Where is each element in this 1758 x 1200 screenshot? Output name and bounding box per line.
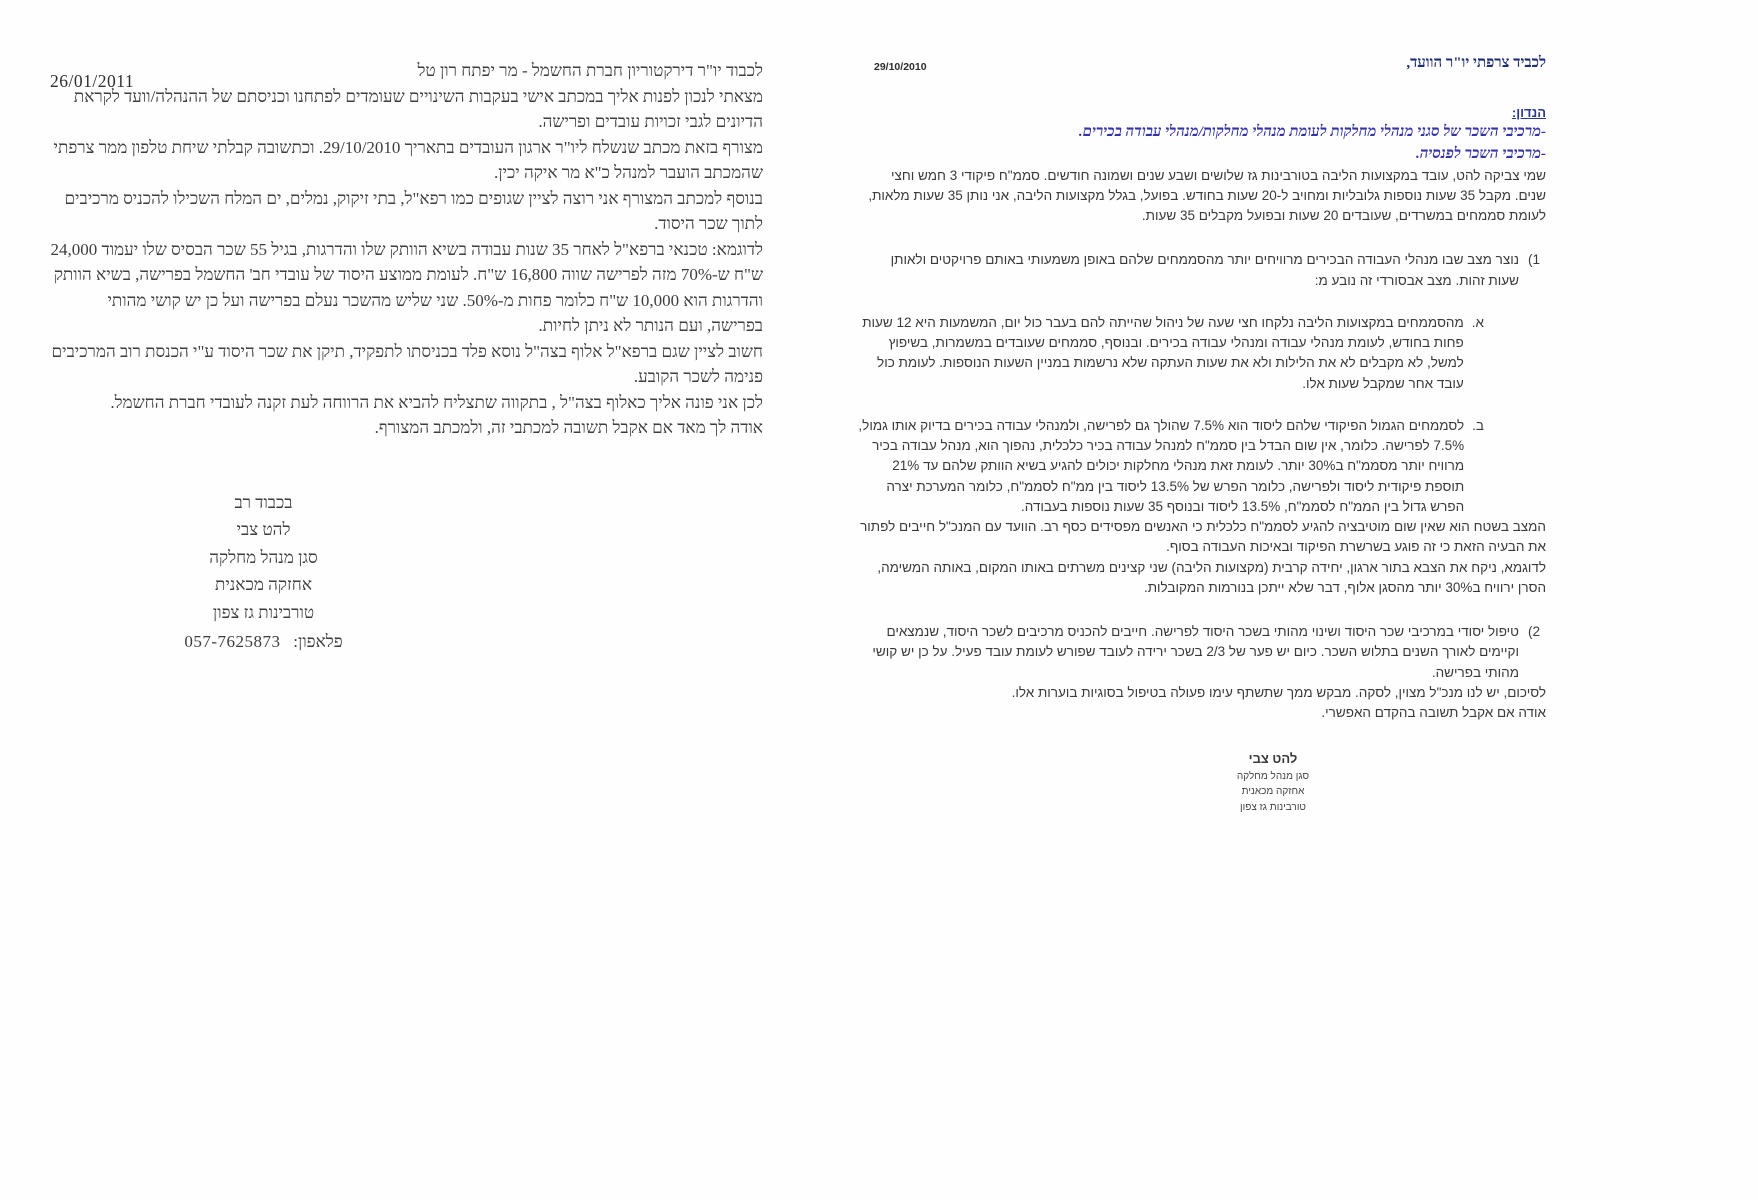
list-item-text: מהסממחים במקצועות הליבה נלקחו חצי שעה של ניהול שהייתה להם בעבר כול יום, המשמעות היא 12 שעות פחות בחודש, לעומת מנהלי עבודה ומנהלי עבודה בכירים. ובנוסף, סממחים שעובדים במשמרות, בשיפוץ למשל, לא מקבלים לא את הלילות ולא את שעות העתקה שלא נרשמות במניין השעות הנוספות. לעומת כול עובד אחר שמקבל שעות אלו. — [862, 314, 1464, 391]
right-letter-date: 29/10/2010 — [874, 61, 927, 73]
right-letter-page — [858, 52, 1546, 815]
left-signature-block — [156, 489, 371, 656]
list-item-text: נוצר מצב שבו מנהלי העבודה הבכירים מרוויחים יותר מהסממחים שלהם באופן משמעותי באותם פרויקטים ולאותן שעות זהות. מצב אבסורדי זה נובע מ: — [890, 252, 1519, 288]
body-paragraph: מצאתי לנכון לפנות אליך במכתב אישי בעקבות השינויים שעומדים לפתחנו וכניסתם של ההנהלה/וועד לקראת הדיונים לגבי זכויות עובדים ופרישה. — [73, 86, 763, 131]
body-paragraph: שמי צביקה להט, עובד במקצועות הליבה בטורבינות גז שלושים ושבע שנים ושמונה חודשים. סממ"ח פיקודי 3 חמש וחצי שנים. מקבל 35 שעות נוספות גלובליות ומחויב ל-20 שעות בחודש. בפועל, בגלל מקצועות הליבה, אני נותן 35 שעות מלאות, לעומת סממחים במשרדים, שעובדים 20 שעות ובפועל מקבלים 35 שעות. — [868, 167, 1546, 223]
list-item-marker: (1 — [1527, 252, 1540, 268]
body-paragraph: לכן אני פונה אליך כאלוף בצה"ל , בתקווה שתצליח להביא את הרווחה לעת זקנה לעובדי חברת החשמל. — [110, 392, 763, 412]
signature-unit: טורבינות גז צפון — [1240, 801, 1306, 813]
body-paragraph: מצורף בזאת מכתב שנשלח ליו"ר ארגון העובדים בתאריך 29/10/2010. וכתשובה קבלתי שיחת טלפון ממר צרפתי שהמכתב הועבר למנהל כ"א מר איקה יכין. — [53, 137, 763, 182]
body-paragraph: חשוב לציין שגם ברפא"ל אלוף בצה"ל נוסא פלד בכניסתו לתפקיד, תיקן את שכר היסוד ע"י הכנסת רוב המרכיבים פנימה לשכר הקובע. — [51, 341, 763, 386]
signature-department: אחזקה מכאנית — [214, 575, 313, 595]
phone-label: פלאפון: — [293, 632, 343, 652]
body-paragraph: לדוגמא: טכנאי ברפא"ל לאחר 35 שנות עבודה בשיא הוותק שלו והדרגות, בגיל 55 שכר הבסיס שלו יעמוד 24,000 ש"ח ש-70% מזה לפרישה שווה 16,800 ש"ח. לעומת ממוצע היסוד של עובדי חב' החשמל בפרישה, בשיא הוותק והדרגות הוא 10,000 ש"ח כלומר פחות מ-50%. שני שליש מהשכר נעלם בפרישה ועל כן יש קושי מהותי בפרישה, ועם הנותר לא ניתן לחיות. — [50, 239, 763, 335]
left-letter-page — [48, 58, 763, 656]
subject-line: -מרכיבי השכר לפנסיה. — [1415, 145, 1546, 162]
numbered-item-1 — [858, 250, 1540, 291]
list-item-text: לסממחים הגמול הפיקודי שלהם ליסוד הוא 7.5% שהולך גם לפרישה, ולמנהלי עבודה בכירים בדיוק אותו גמול, 7.5% לפרישה. כלומר, אין שום הבדל בין סממ"ח למנהל עבודה בכיר כלכלית, נהפוך הוא, מנהל עבודה בכיר מרוויח יותר מסממ"ח ב30% יותר. לעומת זאת מנהלי מחלקות יכולים להגיע בשיא הוותק שלהם עד 21% תוספת פיקודית ליסוד ולפרישה, כלומר הפרש של 13.5% ליסוד בין ממ"ח לסממ"ח, כלומר המערכת יצרה הפרש גדול בין הממ"ח לסממ"ח, 13.5% ליסוד ובנוסף 35 שעות נוספות בעבודה. — [858, 417, 1465, 514]
right-signature-block — [1188, 749, 1358, 815]
body-paragraph: אודה אם אקבל תשובה בהקדם האפשרי. — [1321, 705, 1546, 720]
numbered-item-2 — [858, 622, 1540, 683]
body-paragraph: אודה לך מאד אם אקבל תשובה למכתבי זה, ולמכתב המצורף. — [374, 418, 763, 437]
signature-title: סגן מנהל מחלקה — [209, 547, 318, 567]
left-letter-date: 26/01/2011 — [50, 71, 135, 91]
signature-unit: טורבינות גז צפון — [212, 602, 315, 622]
signature-title: סגן מנהל מחלקה — [1236, 770, 1310, 782]
left-recipient-line: לכבוד יו"ר דירקטוריון חברת החשמל - מר יפתח רון טל — [417, 61, 763, 80]
phone-line — [156, 628, 371, 656]
signature-name: להט צבי — [1248, 751, 1298, 767]
body-paragraph: המצב בשטח הוא שאין שום מוטיבציה להגיע לסממ"ח כלכלית כי האנשים מפסידים כסף רב. הוועד עם המנכ"ל חייבים לפתור את הבעיה הזאת כי זה פוגע בשרשרת הפיקוד ובאיכות העבודה בסוף. — [860, 519, 1546, 555]
signature-closing: בכבוד רב — [234, 492, 293, 512]
signature-department: אחזקה מכאנית — [1241, 786, 1305, 798]
sub-item-b — [858, 416, 1484, 517]
list-item-marker: א. — [1471, 314, 1484, 330]
right-recipient-line: לכביד צרפתי יו"ר הוועד, — [1406, 55, 1546, 71]
subject-block — [858, 103, 1546, 166]
body-paragraph: בנוסף למכתב המצורף אני רוצה לציין שגופים כמו רפא"ל, בתי זיקוק, נמלים, ים המלח השכילו להכניס מרכיבים לתוך שכר היסוד. — [64, 188, 763, 233]
list-item-text: טיפול יסודי במרכיבי שכר היסוד ושינוי מהותי בשכר היסוד לפרישה. חייבים להכניס מרכיבים לשכר היסוד, שנמצאים וקיימים לאורך השנים בתלוש השכר. כיום יש פער של 2/3 בשכר ירידה לעובד שפורש לעומת עובד פעיל. על כן יש קושי מהותי בפרישה. — [872, 624, 1519, 680]
body-paragraph: לסיכום, יש לנו מנכ"ל מצוין, לסקה. מבקש ממך שתשתף עימו פעולה בטיפול בסוגיות בוערות אלו. — [1011, 684, 1546, 700]
phone-number: 057-7625873 — [184, 632, 281, 652]
signature-name: להט צבי — [236, 520, 291, 540]
subject-label: הנדון: — [1511, 104, 1546, 120]
body-paragraph: לדוגמא, ניקח את הצבא בתור ארגון, יחידה קרבית (מקצועות הליבה) שני קצינים משרתים באותו המקום, באותה המשימה, הסרן ירוויח ב30% יותר מהסגן אלוף, דבר שלא ייתכן בנורמות המקובלות. — [877, 559, 1546, 595]
list-item-marker: (2 — [1527, 624, 1540, 639]
list-item-marker: ב. — [1472, 417, 1484, 433]
sub-item-a — [858, 313, 1484, 394]
subject-line: -מרכיבי השכר של סגני מנהלי מחלקות לעומת מנהלי מחלקות/מנהלי עבודה בכירים. — [1078, 124, 1546, 140]
